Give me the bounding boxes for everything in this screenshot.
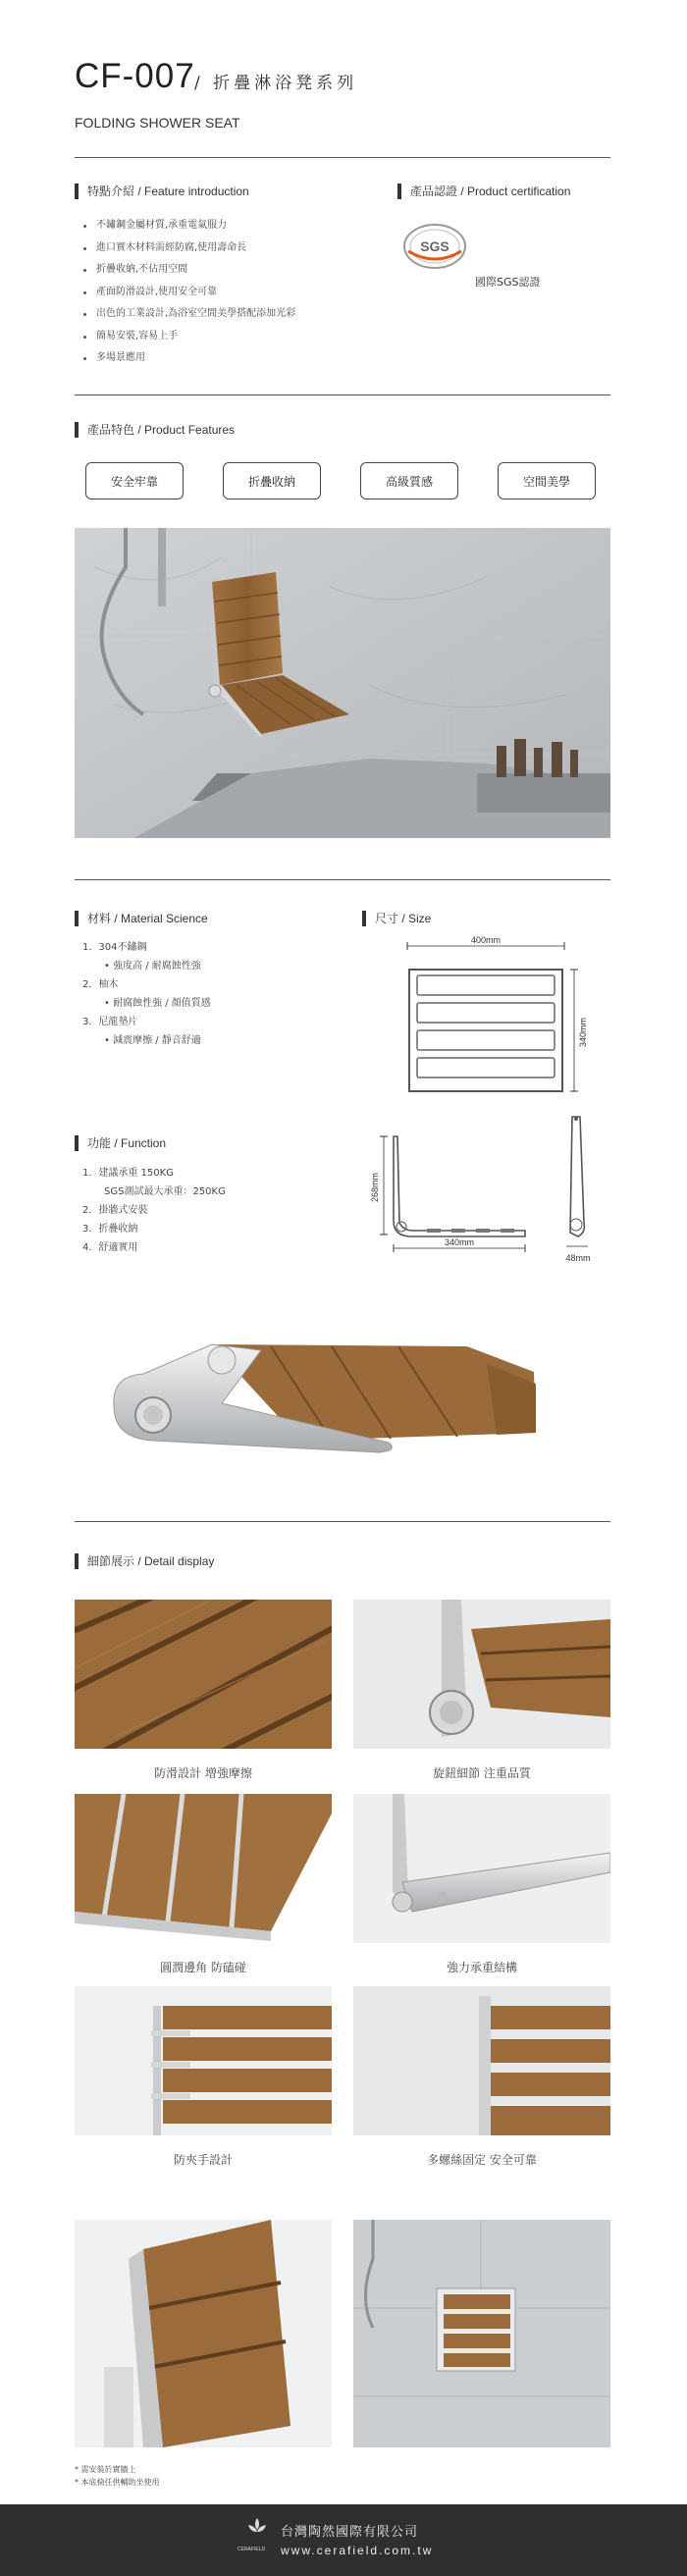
cert-heading: 產品認證 / Product certification	[397, 184, 570, 199]
dim-height: 340mm	[578, 1017, 588, 1048]
list-item: SGS測試最大承重：250KG	[104, 1186, 226, 1197]
function-list	[82, 1164, 318, 1257]
intro-heading: 特點介紹 / Feature introduction	[75, 184, 249, 199]
list-item: 1．建議承重 150KG	[82, 1168, 174, 1179]
list-item: 4．舒適實用	[82, 1242, 138, 1253]
brand-name: CERAFIELD	[238, 2547, 266, 2552]
detail-photo-wall	[353, 2220, 610, 2447]
feature-badge-safe: 安全牢靠	[85, 462, 184, 499]
detail-caption: 多螺絲固定 安全可靠	[427, 2153, 537, 2167]
feature-badge-quality: 高級質感	[360, 462, 458, 499]
feature-badge-fold: 折疊收納	[223, 462, 321, 499]
detail-caption: 防夾手設計	[173, 2153, 233, 2167]
product-subtitle: FOLDING SHOWER SEAT	[75, 115, 240, 131]
detail-photo-knob	[353, 1600, 610, 1749]
hero-photo	[75, 528, 610, 838]
list-item: 簡易安裝,容易上手	[82, 326, 396, 348]
brand-logo-icon	[245, 2516, 269, 2544]
list-item: 折疊收納,不佔用空間	[82, 259, 396, 282]
list-item: 3．折疊收納	[82, 1224, 138, 1235]
list-item: 2．掛牆式安裝	[82, 1205, 148, 1216]
features-heading: 產品特色 / Product Features	[75, 422, 235, 438]
size-side-drawing	[368, 1119, 535, 1266]
divider	[75, 1521, 610, 1522]
dim-depth-h: 268mm	[370, 1172, 380, 1203]
detail-photo-structure	[353, 1794, 610, 1943]
function-heading: 功能 / Function	[75, 1135, 166, 1151]
list-item: 3．尼龍墊片	[82, 1017, 138, 1027]
divider	[75, 879, 610, 880]
note-item: * 本底椅任供輔助坐使用	[75, 2478, 160, 2487]
detail-caption: 強力承重結構	[446, 1961, 517, 1974]
divider	[75, 157, 610, 158]
size-front-drawing	[388, 934, 594, 1111]
detail-caption: 旋鈕細節 注重品質	[433, 1766, 531, 1780]
notes	[75, 2463, 160, 2489]
list-item: 產面防滑設計,使用安全可靠	[82, 282, 396, 304]
folded-seat-photo	[75, 1325, 610, 1482]
detail-photo-antipinch	[75, 1986, 332, 2135]
product-code: CF-007	[75, 57, 195, 95]
list-item: 出色的工業設計,為浴室空間美學搭配添加光彩	[82, 303, 396, 326]
detail-photo-antislip	[75, 1600, 332, 1749]
cert-label: 國際SGS認證	[475, 276, 541, 289]
sgs-logo-text: SGS	[420, 238, 449, 254]
list-item: 2．柚木	[82, 979, 119, 990]
dim-thick: 48mm	[565, 1253, 591, 1263]
detail-caption: 圓潤邊角 防磕碰	[160, 1961, 246, 1974]
feature-badge-space: 空間美學	[498, 462, 596, 499]
company-name: 台灣陶然國際有限公司	[281, 2525, 419, 2540]
list-item: • 耐腐蝕性強 / 顏值質感	[104, 998, 211, 1009]
detail-photo-side	[75, 2220, 332, 2447]
list-item: 多場景應用	[82, 347, 396, 370]
material-list	[82, 938, 298, 1050]
note-item: * 需安裝於實牆上	[75, 2465, 136, 2474]
size-heading: 尺寸 / Size	[362, 911, 431, 926]
product-series-title: / 折疊淋浴凳系列	[194, 74, 358, 93]
sgs-logo	[402, 222, 467, 271]
list-item: • 強度高 / 耐腐蝕性強	[104, 961, 201, 972]
list-item: • 減震摩擦 / 靜音舒適	[104, 1035, 201, 1046]
intro-list	[82, 215, 396, 370]
list-item: 1．304不鏽鋼	[82, 942, 147, 953]
footer	[0, 2504, 687, 2576]
size-folded-drawing	[555, 1109, 604, 1266]
material-heading: 材料 / Material Science	[75, 911, 208, 926]
dim-width: 400mm	[470, 935, 502, 945]
company-url[interactable]: www.cerafield.com.tw	[281, 2544, 434, 2557]
detail-photo-corner	[75, 1794, 332, 1943]
detail-caption: 防滑設計 增強摩擦	[154, 1766, 252, 1780]
list-item: 進口實木材料需經防腐,使用壽命長	[82, 237, 396, 260]
detail-photo-screws	[353, 1986, 610, 2135]
dim-depth-w: 340mm	[444, 1237, 475, 1247]
detail-heading: 細節展示 / Detail display	[75, 1553, 214, 1569]
divider	[75, 394, 610, 395]
list-item: 不鏽鋼金屬材質,承重電氣服力	[82, 215, 396, 237]
